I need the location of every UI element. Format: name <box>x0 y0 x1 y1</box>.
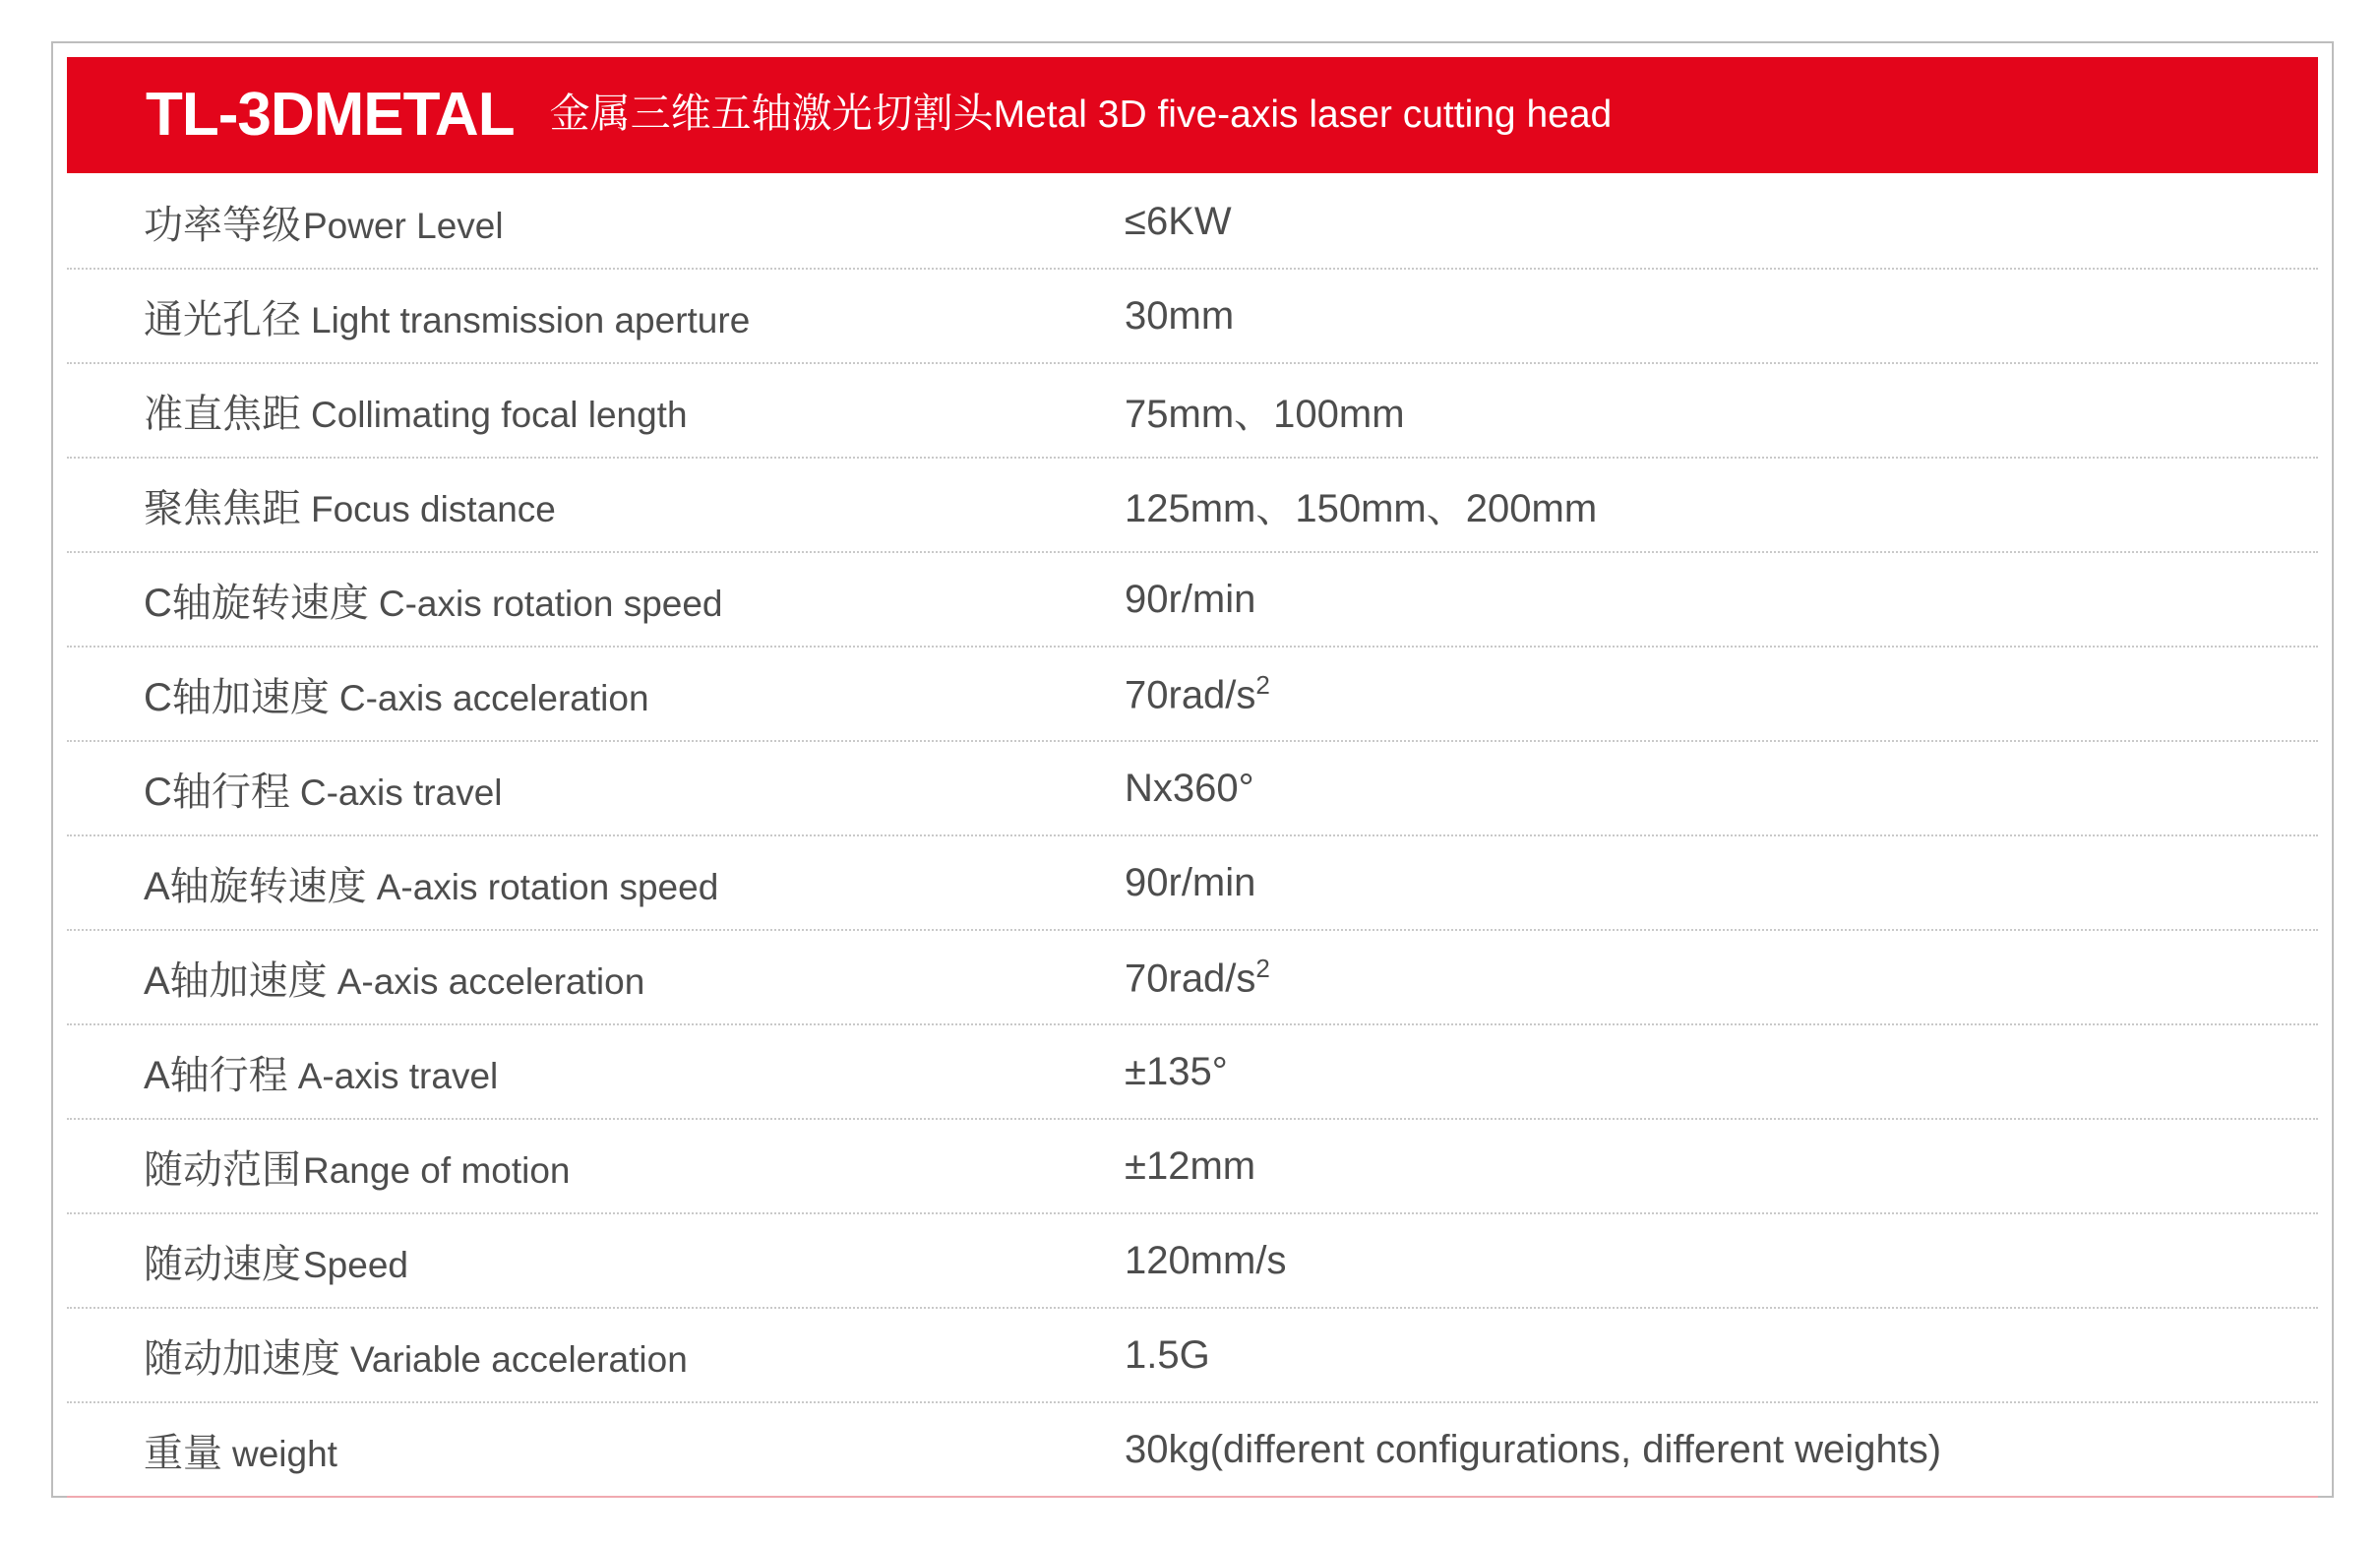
spec-value: 90r/min <box>1125 860 1256 904</box>
spec-label <box>67 1044 1125 1100</box>
spec-label <box>67 572 1125 628</box>
table-row <box>67 175 2318 270</box>
spec-label-en: Range of motion <box>303 1149 571 1191</box>
spec-label-en: A-axis travel <box>297 1055 499 1096</box>
spec-label-cn: C轴旋转速度 <box>144 581 369 625</box>
spec-label-en: A-axis rotation speed <box>376 866 719 907</box>
spec-label-en: Focus distance <box>311 488 556 529</box>
spec-label <box>67 950 1125 1006</box>
spec-value: ±135° <box>1125 1049 1228 1093</box>
spec-value: 1.5G <box>1125 1332 1210 1377</box>
product-model-title: TL-3DMETAL <box>146 81 515 149</box>
spec-label-en: Speed <box>303 1244 408 1285</box>
spec-label-en: A-axis acceleration <box>336 960 645 1002</box>
table-row <box>67 364 2318 459</box>
spec-value: 90r/min <box>1125 577 1256 621</box>
spec-label <box>67 666 1125 722</box>
spec-label-cn: 功率等级 <box>144 203 301 247</box>
spec-label-en: Light transmission aperture <box>311 299 751 340</box>
table-row <box>67 836 2318 931</box>
spec-label-en: C-axis travel <box>299 772 503 813</box>
product-subtitle-en: Metal 3D five-axis laser cutting head <box>993 93 1613 136</box>
table-row <box>67 1309 2318 1403</box>
table-row <box>67 553 2318 648</box>
table-row <box>67 1120 2318 1214</box>
spec-label-cn: C轴加速度 <box>144 675 330 719</box>
table-row <box>67 931 2318 1025</box>
table-row <box>67 648 2318 742</box>
spec-label <box>67 194 1125 250</box>
spec-label <box>67 383 1125 439</box>
spec-label-cn: 通光孔径 <box>144 297 301 341</box>
spec-label <box>67 761 1125 817</box>
spec-label <box>67 855 1125 911</box>
spec-label <box>67 1139 1125 1195</box>
spec-label-cn: 随动加速度 <box>144 1336 340 1381</box>
spec-value: $70rad/s^2$ <box>1125 953 1270 1001</box>
spec-label <box>67 288 1125 344</box>
spec-label-en: Variable acceleration <box>350 1338 688 1380</box>
spec-label <box>67 1328 1125 1384</box>
spec-label-cn: 重量 <box>144 1431 222 1475</box>
spec-label-cn: 聚焦焦距 <box>144 486 301 530</box>
spec-label <box>67 477 1125 533</box>
spec-value: 125mm、150mm、200mm <box>1125 486 1598 530</box>
table-row <box>67 742 2318 836</box>
spec-value: ±12mm <box>1125 1143 1256 1188</box>
product-header-bar <box>67 57 2318 173</box>
table-row <box>67 459 2318 553</box>
product-subtitle <box>549 90 1613 138</box>
spec-label-cn: 随动速度 <box>144 1242 301 1286</box>
spec-value: 30kg(different configurations, different weights) <box>1125 1427 1942 1471</box>
spec-label-cn: A轴加速度 <box>144 958 328 1003</box>
specifications-table <box>67 173 2318 1498</box>
product-subtitle-cn: 金属三维五轴激光切割头 <box>549 90 994 136</box>
spec-label-en: weight <box>232 1433 337 1474</box>
spec-label <box>67 1422 1125 1478</box>
spec-value: ≤6KW <box>1125 199 1232 243</box>
spec-value: 30mm <box>1125 293 1235 338</box>
spec-label <box>67 1233 1125 1289</box>
spec-value: Nx360° <box>1125 766 1254 810</box>
spec-label-en: Collimating focal length <box>311 394 688 435</box>
table-row <box>67 270 2318 364</box>
table-row <box>67 1214 2318 1309</box>
spec-label-en: Power Level <box>303 205 504 246</box>
spec-label-en: C-axis rotation speed <box>378 583 723 624</box>
spec-label-cn: A轴行程 <box>144 1053 288 1097</box>
spec-label-en: C-axis acceleration <box>338 677 649 718</box>
spec-label-cn: A轴旋转速度 <box>144 864 367 908</box>
table-row <box>67 1025 2318 1120</box>
spec-card <box>51 41 2334 1498</box>
spec-label-cn: C轴行程 <box>144 770 290 814</box>
spec-value: 120mm/s <box>1125 1238 1287 1282</box>
spec-label-cn: 随动范围 <box>144 1147 301 1192</box>
spec-label-cn: 准直焦距 <box>144 392 301 436</box>
spec-value: $70rad/s^2$ <box>1125 669 1270 717</box>
spec-value: 75mm、100mm <box>1125 392 1405 436</box>
table-row <box>67 1403 2318 1498</box>
